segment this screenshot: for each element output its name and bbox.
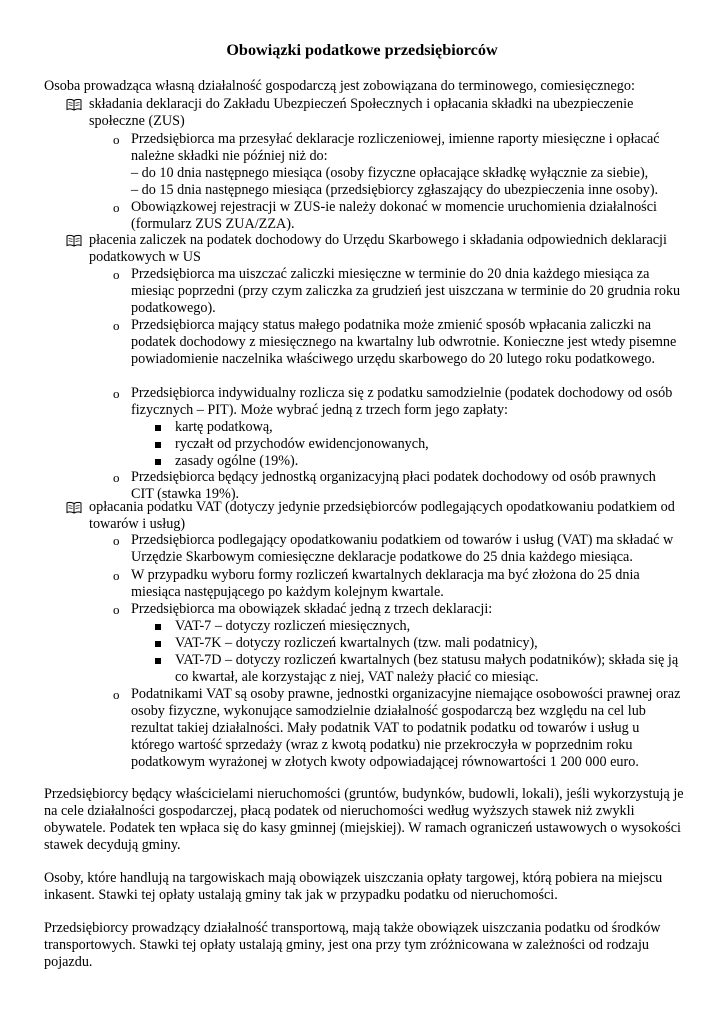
bullet-circle-icon: o — [113, 568, 120, 583]
list-item-text: Podatnikami VAT są osoby prawne, jednostki organizacyjne niemające osobowości prawnej oraz osoby fizyczne, wykonujące samodzielnie działalność gospodarczą bez względu na cel lub rezultat takiej działalności. Mały podatnik VAT to podatnik podatku od towarów i usług u którego wartość sprzedaży (wraz z kwotą podatku) nie przekroczyła w poprzednim roku podatkowym wyrażonej w złotych kwoty odpowiadającej równowartości 1 200 000 euro. — [131, 686, 681, 770]
open-book-icon — [66, 501, 82, 514]
bullet-circle-icon: o — [113, 687, 120, 702]
sub-list-item-text: VAT-7 – dotyczy rozliczeń miesięcznych, — [175, 618, 411, 634]
bullet-circle-icon: o — [113, 533, 120, 548]
sub-list-item-text: ryczałt od przychodów ewidencjonowanych, — [175, 436, 429, 452]
list-item-text: Przedsiębiorca ma obowiązek składać jedną z trzech deklaracji: — [131, 601, 493, 617]
bullet-circle-icon: o — [113, 132, 120, 147]
section-heading: składania deklaracji do Zakładu Ubezpieczeń Społecznych i opłacania składki na ubezpieczenie społeczne (ZUS) — [89, 96, 634, 129]
list-item-text: Obowiązkowej rejestracji w ZUS-ie należy dokonać w momencie uruchomienia działalności (formularz ZUS ZUA/ZZA). — [131, 199, 657, 232]
sub-list-item-text: kartę podatkową, — [175, 419, 273, 435]
paragraph-transport-tax: Przedsiębiorcy prowadzący działalność transportową, mają także obowiązek uiszczania podatku od środków transportowych. Stawki tej opłaty ustalają gminy, jest ona przy tym zróżnicowana w zależności od rodzaju pojazdu. — [44, 920, 661, 970]
paragraph-real-estate-tax: Przedsiębiorcy będący właścicielami nieruchomości (gruntów, budynków, budowli, lokali), jeśli wykorzystują je na cele działalności gospodarczej, płacą podatek od nieruchomości według wyższych stawek niż zwykli obywatele. Podatek ten wpłaca się do kasy gminnej (miejskiej). W ramach ograniczeń ustawowych o wysokości stawek decydują gminy. — [44, 786, 684, 853]
square-bullet-icon — [155, 641, 161, 647]
intro-text: Osoba prowadząca własną działalność gospodarczą jest zobowiązana do terminowego, comiesięcznego: — [44, 78, 635, 94]
list-item-text: W przypadku wyboru formy rozliczeń kwartalnych deklaracja ma być złożona do 25 dnia miesiąca następującego po każdym kolejnym kwartale. — [131, 567, 640, 600]
bullet-circle-icon: o — [113, 602, 120, 617]
square-bullet-icon — [155, 658, 161, 664]
section-heading: opłacania podatku VAT (dotyczy jedynie przedsiębiorców podlegających opodatkowaniu podatkiem od towarów i usług) — [89, 499, 675, 532]
bullet-circle-icon: o — [113, 318, 120, 333]
section-heading: płacenia zaliczek na podatek dochodowy do Urzędu Skarbowego i składania odpowiednich deklaracji podatkowych w US — [89, 232, 667, 265]
list-item-text: Przedsiębiorca będący jednostką organizacyjną płaci podatek dochodowy od osób prawnych CIT (stawka 19%). — [131, 469, 656, 502]
list-item-text: Przedsiębiorca ma uiszczać zaliczki miesięczne w terminie do 20 dnia każdego miesiąca za miesiąc poprzedni (przy czym zaliczka za grudzień jest uiszczana w terminie do 20 grudnia roku podatkowego). — [131, 266, 681, 316]
bullet-circle-icon: o — [113, 200, 120, 215]
deadline-line: – do 15 dnia następnego miesiąca (przedsiębiorcy zgłaszający do ubezpieczenia inne osoby). — [131, 182, 659, 198]
open-book-icon — [66, 98, 82, 111]
paragraph-market-fee: Osoby, które handlują na targowiskach mają obowiązek uiszczania opłaty targowej, którą pobiera na miejscu inkasent. Stawki tej opłaty ustalają gminy tak jak w przypadku podatku od nieruchomości. — [44, 870, 663, 903]
square-bullet-icon — [155, 624, 161, 630]
square-bullet-icon — [155, 459, 161, 465]
bullet-circle-icon: o — [113, 470, 120, 485]
list-item-text: Przedsiębiorca mający status małego podatnika może zmienić sposób wpłacania zaliczki na podatek dochodowy z miesięcznego na kwartalny lub odwrotnie. Konieczne jest wtedy pisemne powiadomienie naczelnika właściwego urzędu skarbowego do 20 lutego roku podatkowego. — [131, 317, 677, 367]
bullet-circle-icon: o — [113, 386, 120, 401]
square-bullet-icon — [155, 425, 161, 431]
list-item-text: Przedsiębiorca podlegający opodatkowaniu podatkiem od towarów i usług (VAT) ma składać w Urzędzie Skarbowym comiesięczne deklaracje podatkowe do 25 dnia każdego miesiąca. — [131, 532, 674, 565]
page-title: Obowiązki podatkowe przedsiębiorców — [226, 41, 498, 59]
square-bullet-icon — [155, 442, 161, 448]
sub-list-item-text: zasady ogólne (19%). — [175, 453, 299, 469]
sub-list-item-text: VAT-7K – dotyczy rozliczeń kwartalnych (tzw. mali podatnicy), — [175, 635, 538, 651]
list-item-text: Przedsiębiorca indywidualny rozlicza się z podatku samodzielnie (podatek dochodowy od osób fizycznych – PIT). Może wybrać jedną z trzech form jego zapłaty: — [131, 385, 673, 418]
deadline-line: – do 10 dnia następnego miesiąca (osoby fizyczne opłacające składkę wyłącznie za siebie), — [131, 165, 649, 181]
sub-list-item-text: VAT-7D – dotyczy rozliczeń kwartalnych (bez statusu małych podatników); składa się ją co kwartał, ale korzystając z niej, VAT należy płacić co miesiąc. — [175, 652, 679, 685]
open-book-icon — [66, 234, 82, 247]
list-item-text: Przedsiębiorca ma przesyłać deklaracje rozliczeniowej, imienne raporty miesięczne i opłacać należne składki nie później niż do: — [131, 131, 660, 164]
bullet-circle-icon: o — [113, 267, 120, 282]
